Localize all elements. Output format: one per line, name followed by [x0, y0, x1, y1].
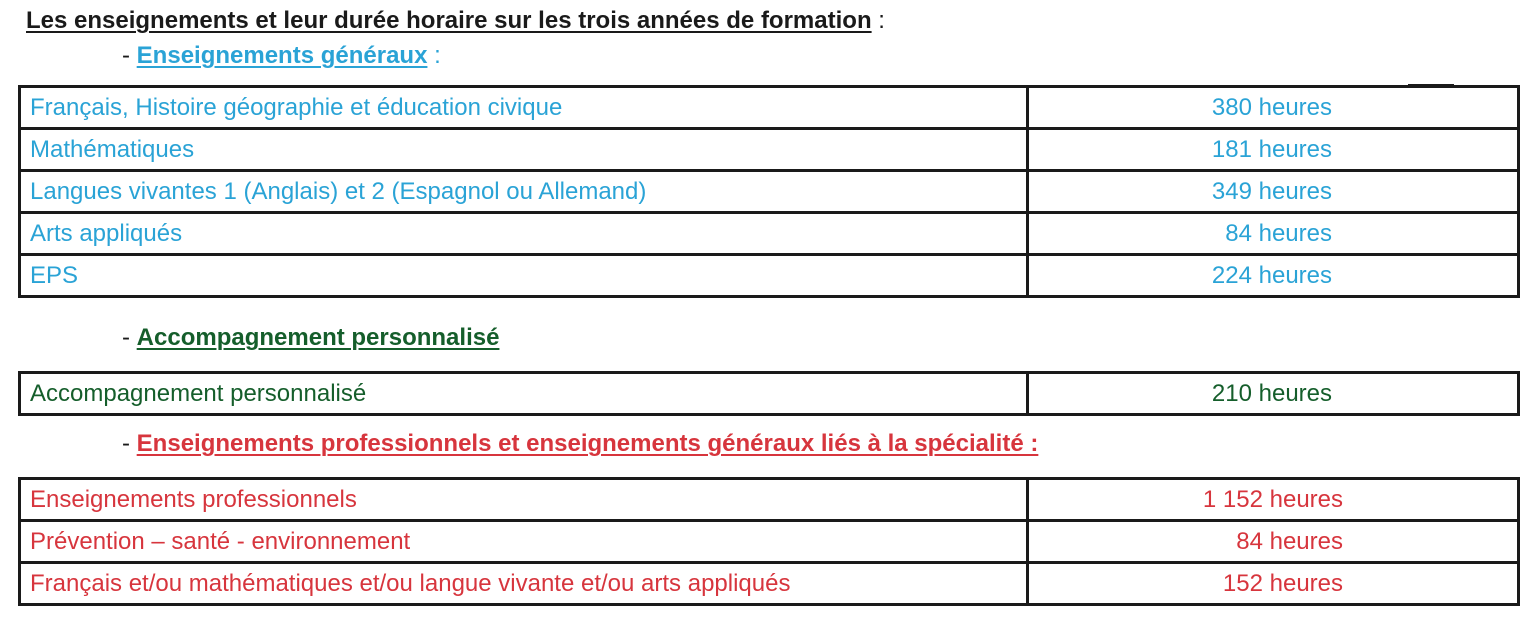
subject-cell: Français et/ou mathématiques et/ou langue vivante et/ou arts appliqués: [20, 563, 1028, 605]
table-row: [20, 521, 1519, 563]
hours-cell: 1 152 heures: [1028, 479, 1519, 521]
section-dash: -: [122, 324, 137, 351]
table-row: [20, 171, 1519, 213]
table-accompagnement-personnalise: [18, 371, 1520, 416]
heading-suffix: :: [871, 7, 885, 34]
document-heading: [26, 6, 885, 36]
subject-cell: Accompagnement personnalisé: [20, 373, 1028, 415]
hours-cell: 224 heures: [1028, 255, 1519, 297]
table-row: [20, 479, 1519, 521]
subject-cell: Français, Histoire géographie et éducation civique: [20, 87, 1028, 129]
table-row: [20, 373, 1519, 415]
section-title-enseignements-generaux: [122, 41, 441, 71]
hours-cell: 380 heures: [1028, 87, 1519, 129]
section-label: Enseignements généraux: [136, 42, 428, 69]
subject-cell: Mathématiques: [20, 129, 1028, 171]
hours-cell: 349 heures: [1028, 171, 1519, 213]
table-row: [20, 129, 1519, 171]
heading-title: Les enseignements et leur durée horaire sur les trois années de formation: [26, 7, 872, 34]
table-row: [20, 213, 1519, 255]
table-enseignements-generaux: [18, 85, 1520, 298]
subject-cell: Prévention – santé - environnement: [20, 521, 1028, 563]
hours-cell: 210 heures: [1028, 373, 1519, 415]
subject-cell: Langues vivantes 1 (Anglais) et 2 (Espagnol ou Allemand): [20, 171, 1028, 213]
subject-cell: EPS: [20, 255, 1028, 297]
hours-cell: 84 heures: [1028, 521, 1519, 563]
section-title-enseignements-professionnels: [122, 429, 1038, 459]
subject-cell: Arts appliqués: [20, 213, 1028, 255]
section-title-accompagnement-personnalise: [122, 323, 499, 353]
section-dash: -: [122, 42, 137, 69]
section-dash: -: [122, 430, 137, 457]
section-label: Accompagnement personnalisé: [136, 324, 500, 351]
section-label: Enseignements professionnels et enseignements généraux liés à la spécialité :: [136, 430, 1039, 457]
table-enseignements-professionnels: [18, 477, 1520, 606]
hours-cell: 84 heures: [1028, 213, 1519, 255]
hours-cell: 181 heures: [1028, 129, 1519, 171]
table-row: [20, 87, 1519, 129]
hours-cell: 152 heures: [1028, 563, 1519, 605]
subject-cell: Enseignements professionnels: [20, 479, 1028, 521]
table-row: [20, 563, 1519, 605]
section-trail: :: [427, 42, 441, 69]
table-row: [20, 255, 1519, 297]
